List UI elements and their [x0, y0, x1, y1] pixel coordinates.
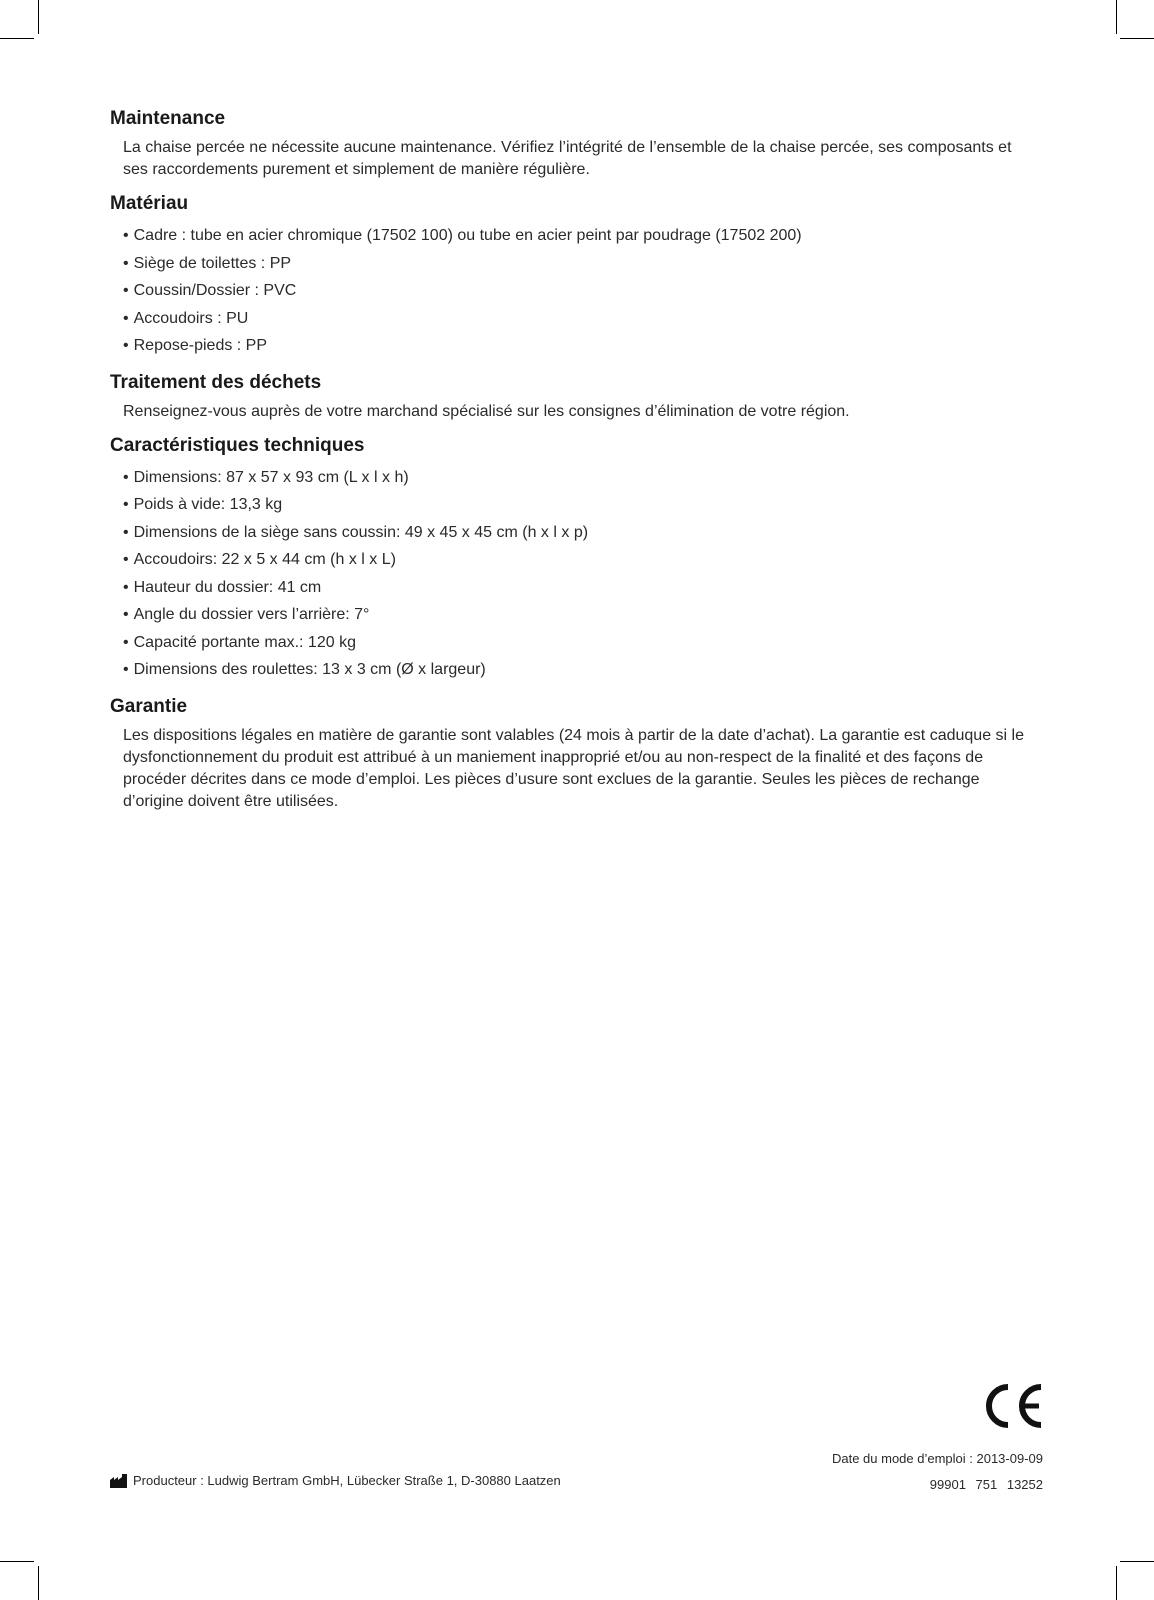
- list-item: • Dimensions de la siège sans coussin: 49 x 45 x 45 cm (h x l x p): [123, 523, 589, 541]
- list-item: • Capacité portante max.: 120 kg: [123, 633, 356, 651]
- list-item: • Poids à vide: 13,3 kg: [123, 496, 283, 513]
- bullet-list: [110, 464, 1040, 684]
- bullet-icon: •: [123, 282, 129, 299]
- bullet-icon: •: [123, 227, 129, 244]
- crop-mark-bottom-right-vertical: [1116, 1566, 1117, 1600]
- list-item: • Cadre : tube en acier chromique (17502 100) ou tube en acier peint par poudrage (17502 200): [123, 227, 802, 244]
- bullet-icon: •: [123, 468, 129, 486]
- section-title: Traitement des déchets: [110, 371, 322, 393]
- list-item: • Repose-pieds : PP: [123, 337, 268, 354]
- bullet-icon: •: [123, 496, 129, 513]
- list-item: • Dimensions des roulettes: 13 x 3 cm (Ø x largeur): [123, 661, 486, 678]
- bullet-icon: •: [123, 633, 129, 651]
- bullet-icon: •: [123, 661, 129, 678]
- section-text: La chaise percée ne nécessite aucune maintenance. Vérifiez l’intégrité de l’ensemble de la chaise percée, ses composants et ses raccordements purement et simplement de manière régulière.: [123, 139, 1012, 178]
- list-item: • Angle du dossier vers l’arrière: 7°: [123, 606, 370, 623]
- factory-icon: [110, 1474, 127, 1488]
- article-codes: 99901 751 13252: [929, 1477, 1043, 1492]
- section-maintenance: [110, 106, 1040, 181]
- bullet-icon: •: [123, 606, 129, 623]
- producer-text: Producteur : Ludwig Bertram GmbH, Lübecker Straße 1, D-30880 Laatzen: [133, 1473, 561, 1488]
- list-item: • Accoudoirs : PU: [123, 309, 249, 327]
- bullet-list: [110, 222, 1040, 360]
- producer-line: [110, 1473, 561, 1488]
- section-title: Maintenance: [110, 108, 226, 129]
- crop-mark-bottom-right-horizontal: [1120, 1561, 1154, 1562]
- crop-mark-bottom-left-horizontal: [0, 1561, 34, 1562]
- bullet-icon: •: [123, 578, 129, 596]
- section-garantie: [110, 694, 1040, 813]
- section-materiau: [110, 191, 1040, 360]
- crop-mark-bottom-left-vertical: [38, 1566, 39, 1600]
- crop-mark-top-right-vertical: [1116, 0, 1117, 34]
- ce-mark-icon: [983, 1383, 1045, 1429]
- list-item: • Dimensions: 87 x 57 x 93 cm (L x l x h): [123, 468, 409, 486]
- manual-date: Date du mode d’emploi : 2013-09-09: [831, 1451, 1043, 1466]
- list-item: • Hauteur du dossier: 41 cm: [123, 578, 322, 596]
- section-title: Matériau: [110, 193, 189, 214]
- section-title: Garantie: [110, 695, 188, 717]
- bullet-icon: •: [123, 254, 129, 272]
- document-body: [110, 106, 1040, 823]
- bullet-icon: •: [123, 551, 129, 568]
- bullet-icon: •: [123, 309, 129, 327]
- crop-mark-top-left-horizontal: [0, 38, 34, 39]
- list-item: • Siège de toilettes : PP: [123, 254, 292, 272]
- list-item: • Accoudoirs: 22 x 5 x 44 cm (h x l x L): [123, 551, 396, 568]
- bullet-icon: •: [123, 523, 129, 541]
- bullet-icon: •: [123, 337, 129, 354]
- section-traitement-dechets: [110, 370, 1040, 423]
- section-caracteristiques: [110, 433, 1040, 684]
- section-title: Caractéristiques techniques: [110, 434, 365, 456]
- list-item: • Coussin/Dossier : PVC: [123, 282, 297, 299]
- crop-mark-top-left-vertical: [38, 0, 39, 34]
- section-text: Renseignez-vous auprès de votre marchand spécialisé sur les consignes d’élimination de votre région.: [123, 402, 850, 420]
- section-text: Les dispositions légales en matière de garantie sont valables (24 mois à partir de la date d’achat). La garantie est caduque si le dysfonctionnement du produit est attribué à un maniement inapproprié et/ou au non-respect de la finalité et des façons de procéder décrites dans ce mode d’emploi. Les pièces d’usure sont exclues de la garantie. Seules les pièces de rechange d’origine doivent être utilisées.: [123, 726, 1024, 810]
- crop-mark-top-right-horizontal: [1120, 38, 1154, 39]
